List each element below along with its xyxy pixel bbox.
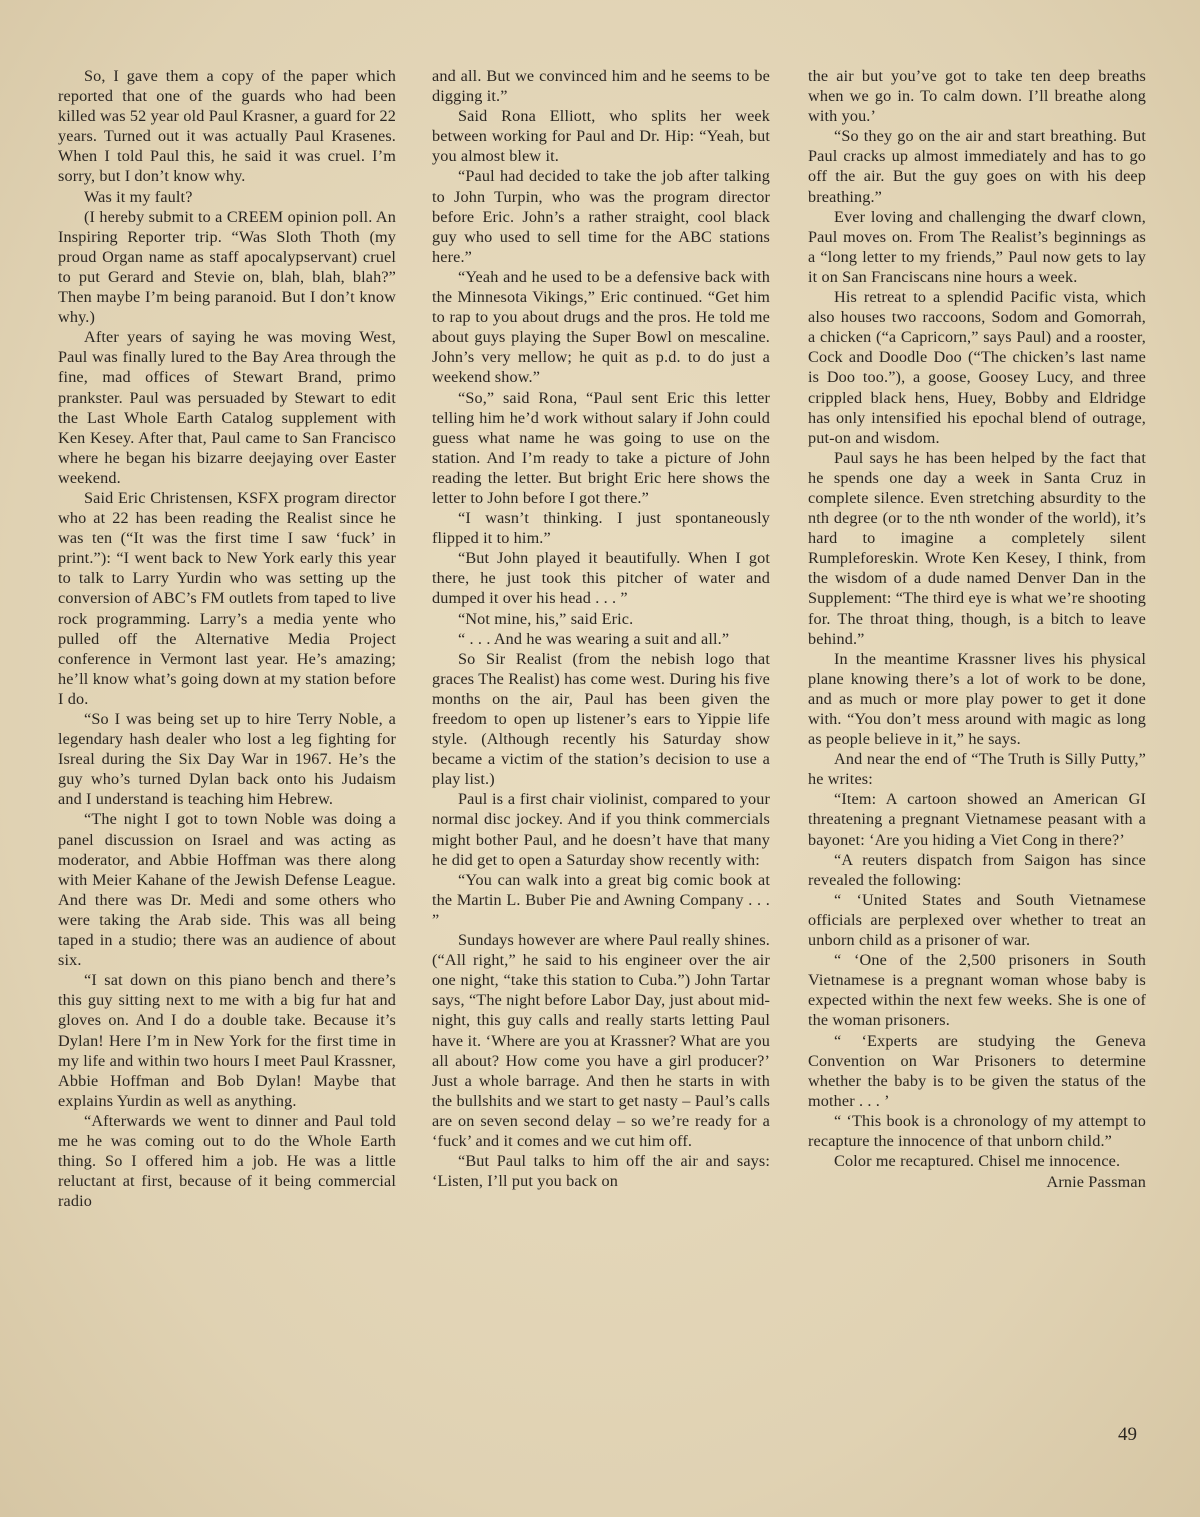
paragraph: Paul is a first chair violinist, compared to your normal disc jockey. And if you think commercials might bother Paul, and he doesn’t have that many he did get to open a Saturday show recently with:: [432, 790, 770, 869]
paragraph: In the meantime Krassner lives his physical plane knowing there’s a lot of work to be done, and as much or more play power to get it done with. “You don’t mess around with magic as long as people believe in it,” he says.: [808, 649, 1146, 749]
paragraph: (I hereby submit to a CREEM opinion poll. An Inspiring Reporter trip. “Was Sloth Thoth (my proud Organ name as staff apocalypservant) cruel to put Gerard and Stevie on, blah, blah, blah?” Then maybe I’m being paranoid. But I don’t know why.): [58, 207, 396, 327]
paragraph: Was it my fault?: [84, 187, 193, 206]
paragraph: “But Paul talks to him off the air and says: ‘Listen, I’ll put you back on: [432, 1152, 770, 1191]
paragraph: “I sat down on this piano bench and there’s this guy sitting next to me with a big fur hat and gloves on. And I do a double take. Because it’s Dylan! Here I’m in New York for the first time in my life and within two hours I meet Paul Krassner, Abbie Hoffman and Bob Dylan! Maybe that explains Yurdin as well as anything.: [58, 971, 396, 1110]
paragraph: After years of saying he was moving West, Paul was finally lured to the Bay Area through the fine, mad offices of Stewart Brand, primo prankster. Paul was persuaded by Stewart to edit the Last Whole Earth Catalog supplement with Ken Kesey. After that, Paul came to San Francisco where he began his bizarre deejaying over Easter weekend.: [58, 328, 396, 487]
paragraph: the air but you’ve got to take ten deep breaths when we go in. To calm down. I’ll breathe along with you.’: [808, 67, 1146, 126]
paragraph: “ . . . And he was wearing a suit and all.”: [458, 629, 730, 648]
paragraph: “Afterwards we went to dinner and Paul told me he was coming out to do the Whole Earth thing. So I offered him a job. He was a little reluctant at first, because of it being commercial radio: [58, 1111, 396, 1211]
paragraph: “So I was being set up to hire Terry Noble, a legendary hash dealer who lost a leg fighting for Isreal during the Six Day War in 1967. He’s the guy who’s turned Dylan back onto his Judaism and I understand is teaching him Hebrew.: [58, 710, 396, 809]
paragraph: Said Eric Christensen, KSFX program director who at 22 has been reading the Realist since he was ten (“It was the first time I saw ‘fuck’ in print.”): “I went back to New York early this year to talk to Larry Yurdin who was setting up the conversion of ABC’s FM outlets from taped to live rock programming. Larry’s a media yente who pulled off the Alternative Media Project conference in Vermont last year. He’s amazing; he’ll know what’s going down at my station before I do.: [58, 488, 396, 708]
paragraph: So Sir Realist (from the nebish logo that graces The Realist) has come west. During his five months on the air, Paul has been given the freedom to open up listener’s ears to Yippie life style. (Although recently his Saturday show became a victim of the station’s decision to use a play list.): [432, 649, 770, 789]
paragraph: “ ‘One of the 2,500 prisoners in South Vietnamese is a pregnant woman whose baby is expected within the next few weeks. She is one of the woman prisoners.: [808, 951, 1146, 1030]
paragraph: Ever loving and challenging the dwarf clown, Paul moves on. From The Realist’s beginnings as a “long letter to my friends,” Paul now gets to lay it on San Franciscans nine hours a week.: [808, 207, 1146, 286]
paragraph: and all. But we convinced him and he seems to be digging it.”: [432, 67, 770, 106]
text-column-2: [432, 66, 770, 1191]
paragraph: Color me recaptured. Chisel me innocence.: [834, 1152, 1121, 1171]
paragraph: His retreat to a splendid Pacific vista, which also houses two raccoons, Sodom and Gomorrah, a chicken (“a Capricorn,” says Paul) and a rooster, Cock and Doodle Doo (“The chicken’s last name is Doo too.”), a goose, Goosey Lucy, and three crippled black hens, Huey, Bobby and Eldridge has only intensified his epochal blend of outrage, put-on and wisdom.: [808, 288, 1146, 447]
text-column-3: [808, 66, 1146, 1192]
paragraph: “The night I got to town Noble was doing a panel discussion on Israel and was acting as moderator, and Abbie Hoffman was there along with Meier Kahane of the Jewish Defense League. And there was Dr. Medi and some others who were taking the Arab side. This was all being taped in a studio; there was an audience of about six.: [58, 810, 396, 970]
paragraph: “So,” said Rona, “Paul sent Eric this letter telling him he’d work without salary if John could guess what name he was going to use on the station. And I’m ready to take a picture of John reading the letter. But bright Eric here shows the letter to John before I got there.”: [432, 388, 770, 507]
paragraph: “ ‘United States and South Vietnamese officials are perplexed over whether to treat an unborn child as a prisoner of war.: [808, 890, 1146, 950]
paragraph: “A reuters dispatch from Saigon has since revealed the following:: [808, 850, 1146, 889]
paragraph: “ ‘Experts are studying the Geneva Convention on War Prisoners to determine whether the baby is to be given the status of the mother . . . ’: [808, 1031, 1146, 1110]
paragraph: Paul says he has been helped by the fact that he spends one day a week in Santa Cruz in complete silence. Even stretching absurdity to the nth degree (or to the nth wonder of the world), it’s hard to imagine a completely silent Rumpleforeskin. Wrote Ken Kesey, I think, from the wisdom of a dude named Denver Dan in the Supplement: “The third eye is what we’re shooting for. The throat thing, though, is a bitch to leave behind.”: [808, 448, 1146, 648]
paragraph: And near the end of “The Truth is Silly Putty,” he writes:: [808, 750, 1146, 789]
paragraph: “ ‘This book is a chronology of my attempt to recapture the innocence of that unborn child.”: [808, 1111, 1146, 1150]
page-number: 49: [1118, 1424, 1137, 1445]
paragraph: “Not mine, his,” said Eric.: [458, 609, 634, 628]
paragraph: “Paul had decided to take the job after talking to John Turpin, who was the program director before Eric. John’s a rather straight, cool black guy who used to sell time for the ABC stations here.”: [432, 167, 770, 266]
paragraph: “Item: A cartoon showed an American GI threatening a pregnant Vietnamese peasant with a bayonet: ‘Are you hiding a Viet Cong in there?’: [808, 790, 1146, 849]
paragraph: “I wasn’t thinking. I just spontaneously flipped it to him.”: [432, 509, 770, 548]
text-column-1: [58, 66, 396, 1211]
paragraph: “You can walk into a great big comic book at the Martin L. Buber Pie and Awning Company . . . ”: [432, 870, 770, 929]
paragraph: So, I gave them a copy of the paper which reported that one of the guards who had been killed was 52 year old Paul Krasner, a guard for 22 years. Turned out it was actually Paul Krasenes. When I told Paul this, he said it was cruel. I’m sorry, but I don’t know why.: [58, 67, 396, 186]
author-byline: Arnie Passman: [1046, 1173, 1146, 1192]
paragraph: “So they go on the air and start breathing. But Paul cracks up almost immediately and has to go off the air. But the guy goes on with his deep breathing.”: [808, 127, 1146, 206]
paragraph: “But John played it beautifully. When I got there, he just took this pitcher of water and dumped it over his head . . . ”: [432, 549, 770, 608]
paragraph: Sundays however are where Paul really shines. (“All right,” he said to his engineer over the air one night, “take this station to Cuba.”) John Tartar says, “The night before Labor Day, just about mid-night, this guy calls and really starts letting Paul have it. ‘Where are you at Krassner? What are you all about? How come you have a girl producer?’ Just a whole barrage. And then he starts in with the bullshits and we start to get nasty – Paul’s calls are on seven second delay – so we’re ready for a ‘fuck’ and it comes and we cut him off.: [432, 931, 770, 1150]
paragraph: Said Rona Elliott, who splits her week between working for Paul and Dr. Hip: “Yeah, but you almost blew it.: [432, 107, 770, 166]
paragraph: “Yeah and he used to be a defensive back with the Minnesota Vikings,” Eric continued. “Get him to rap to you about drugs and the pros. He told me about guys playing the Super Bowl on mescaline. John’s very mellow; he quit as p.d. to do just a weekend show.”: [432, 267, 770, 387]
